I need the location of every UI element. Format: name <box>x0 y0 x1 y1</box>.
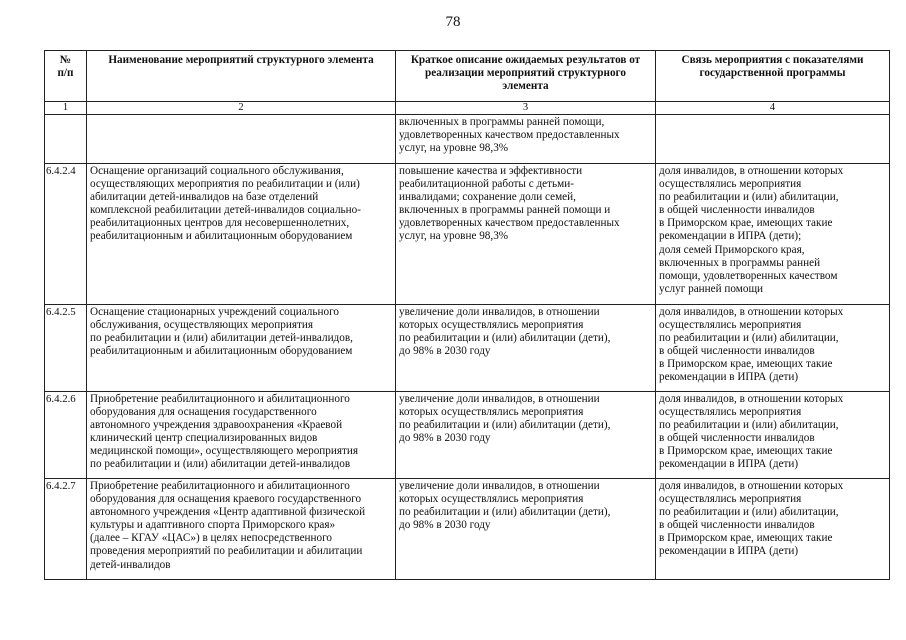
text-line: медицинской помощи», осуществляющего мероприятия <box>90 445 359 458</box>
text-line: до 98% в 2030 году <box>399 519 491 532</box>
text-line: в общей численности инвалидов <box>659 345 815 358</box>
expected-result <box>396 115 656 164</box>
text-line: услуг, на уровне 98,3% <box>399 142 509 155</box>
text-line: увеличение доли инвалидов, в отношении <box>399 306 600 318</box>
measure-name <box>87 115 396 164</box>
measure-number: 6.4.2.6 <box>45 392 87 479</box>
text-line: проведения мероприятий по реабилитации и абилитации <box>90 545 363 558</box>
text-line: культуры и адаптивного спорта Приморского края» <box>90 519 336 532</box>
table-row <box>45 392 890 479</box>
page-number: 78 <box>445 14 461 30</box>
text-line: рекомендации в ИПРА (дети) <box>659 458 799 471</box>
text-line: в Приморском крае, имеющих такие <box>659 532 833 545</box>
measure-number: 6.4.2.4 <box>45 164 87 305</box>
measures-table <box>44 50 890 580</box>
expected-result <box>396 305 656 392</box>
text-line: (далее – КГАУ «ЦАС») в целях непосредственного <box>90 532 333 545</box>
measure-name <box>87 164 396 305</box>
text-line: по реабилитации и (или) абилитации (дети), <box>399 419 611 432</box>
text-line: комплексной реабилитации детей-инвалидов социально- <box>90 204 361 217</box>
table-row <box>45 164 890 305</box>
text-line: помощи, удовлетворенных качеством <box>659 269 838 282</box>
text-line: по реабилитации и (или) абилитации, <box>659 419 839 432</box>
header-row <box>45 51 890 102</box>
text-line: в Приморском крае, имеющих такие <box>659 445 833 458</box>
measure-number: 6.4.2.5 <box>45 305 87 392</box>
text-line: клинический центр специализированных видов <box>90 432 318 445</box>
text-line: реабилитационных центров для несовершеннолетних, <box>90 217 350 230</box>
text-line: доля инвалидов, в отношении которых <box>659 393 844 405</box>
header-line: Связь мероприятия с показателями <box>681 54 864 66</box>
expected-result <box>396 164 656 305</box>
column-number: 2 <box>87 102 396 115</box>
table-body <box>45 115 890 580</box>
text-line: которых осуществлялись мероприятия <box>399 493 584 506</box>
text-line: по реабилитации и (или) абилитации детей-инвалидов <box>90 458 351 471</box>
text-line: удовлетворенных качеством предоставленных <box>399 217 620 230</box>
header-line: элемента <box>502 80 549 93</box>
column-number: 1 <box>45 102 87 115</box>
text-line: реабилитационной работы с детьми- <box>399 178 574 191</box>
text-line: обслуживания, осуществляющих мероприятия <box>90 319 313 332</box>
text-line: осуществляющих мероприятия по реабилитации и (или) <box>90 178 360 191</box>
column-number: 4 <box>656 102 890 115</box>
text-line: включенных в программы ранней помощи и <box>399 204 611 217</box>
header-line: № <box>59 54 72 66</box>
header-line: реализации мероприятий структурного <box>425 67 626 80</box>
header-line: государственной программы <box>699 67 846 80</box>
text-line: включенных в программы ранней <box>659 256 821 269</box>
text-line: оборудования для оснащения краевого государственного <box>90 493 362 506</box>
measure-name <box>87 392 396 479</box>
text-line: в Приморском крае, имеющих такие <box>659 217 833 230</box>
header-line: Наименование мероприятий структурного элемента <box>108 54 374 66</box>
text-line: по реабилитации и (или) абилитации, <box>659 332 839 345</box>
measure-number: 6.4.2.7 <box>45 479 87 580</box>
program-indicator-link <box>656 164 890 305</box>
text-line: абилитации детей-инвалидов на базе отделений <box>90 191 319 204</box>
text-line: инвалидами; сохранение доли семей, <box>399 191 576 204</box>
text-line: Приобретение реабилитационного и абилитационного <box>90 480 350 492</box>
text-line: в общей численности инвалидов <box>659 204 815 217</box>
text-line: увеличение доли инвалидов, в отношении <box>399 480 600 492</box>
text-line: реабилитационным и абилитационным оборудованием <box>90 345 353 358</box>
text-line: Оснащение организаций социального обслуживания, <box>90 165 344 177</box>
text-line: осуществлялись мероприятия <box>659 319 802 332</box>
text-line: удовлетворенных качеством предоставленных <box>399 129 620 142</box>
table-row <box>45 305 890 392</box>
text-line: услуг, на уровне 98,3% <box>399 230 509 243</box>
text-line: по реабилитации и (или) абилитации (дети), <box>399 506 611 519</box>
program-indicator-link <box>656 115 890 164</box>
text-line: доля инвалидов, в отношении которых <box>659 480 844 492</box>
text-line: до 98% в 2030 году <box>399 345 491 358</box>
text-line: услуг ранней помощи <box>659 282 764 295</box>
text-line: в общей численности инвалидов <box>659 432 815 445</box>
text-line: доля инвалидов, в отношении которых <box>659 306 844 318</box>
text-line: по реабилитации и (или) абилитации детей-инвалидов, <box>90 332 353 345</box>
text-line: рекомендации в ИПРА (дети) <box>659 371 799 384</box>
text-line: рекомендации в ИПРА (дети); <box>659 230 802 243</box>
table-row <box>45 115 890 164</box>
text-line: доля инвалидов, в отношении которых <box>659 165 844 177</box>
column-number: 3 <box>396 102 656 115</box>
measure-number <box>45 115 87 164</box>
text-line: Приобретение реабилитационного и абилитационного <box>90 393 350 405</box>
text-line: осуществлялись мероприятия <box>659 178 802 191</box>
text-line: Оснащение стационарных учреждений социального <box>90 306 339 318</box>
text-line: по реабилитации и (или) абилитации, <box>659 506 839 519</box>
text-line: по реабилитации и (или) абилитации (дети), <box>399 332 611 345</box>
text-line: рекомендации в ИПРА (дети) <box>659 545 799 558</box>
text-line: детей-инвалидов <box>90 558 171 571</box>
text-line: доля семей Приморского края, <box>659 243 805 256</box>
text-line: реабилитационным и абилитационным оборудованием <box>90 230 353 243</box>
header-link <box>656 51 890 102</box>
text-line: оборудования для оснащения государственного <box>90 406 317 419</box>
expected-result <box>396 392 656 479</box>
measure-name <box>87 305 396 392</box>
program-indicator-link <box>656 479 890 580</box>
text-line: автономного учреждения «Центр адаптивной физической <box>90 506 366 519</box>
header-result <box>396 51 656 102</box>
column-number-row <box>45 102 890 115</box>
table-row <box>45 479 890 580</box>
text-line: в Приморском крае, имеющих такие <box>659 358 833 371</box>
header-name <box>87 51 396 102</box>
program-indicator-link <box>656 392 890 479</box>
header-number <box>45 51 87 102</box>
text-line: в общей численности инвалидов <box>659 519 815 532</box>
text-line: осуществлялись мероприятия <box>659 493 802 506</box>
text-line: автономного учреждения здравоохранения «Краевой <box>90 419 343 432</box>
text-line: повышение качества и эффективности <box>399 165 583 177</box>
text-line: увеличение доли инвалидов, в отношении <box>399 393 600 405</box>
expected-result <box>396 479 656 580</box>
text-line: включенных в программы ранней помощи, <box>399 116 605 128</box>
program-indicator-link <box>656 305 890 392</box>
text-line: до 98% в 2030 году <box>399 432 491 445</box>
text-line: которых осуществлялись мероприятия <box>399 406 584 419</box>
header-line: п/п <box>57 67 74 80</box>
text-line: осуществлялись мероприятия <box>659 406 802 419</box>
text-line: по реабилитации и (или) абилитации, <box>659 191 839 204</box>
text-line: которых осуществлялись мероприятия <box>399 319 584 332</box>
header-line: Краткое описание ожидаемых результатов от <box>410 54 641 66</box>
measure-name <box>87 479 396 580</box>
